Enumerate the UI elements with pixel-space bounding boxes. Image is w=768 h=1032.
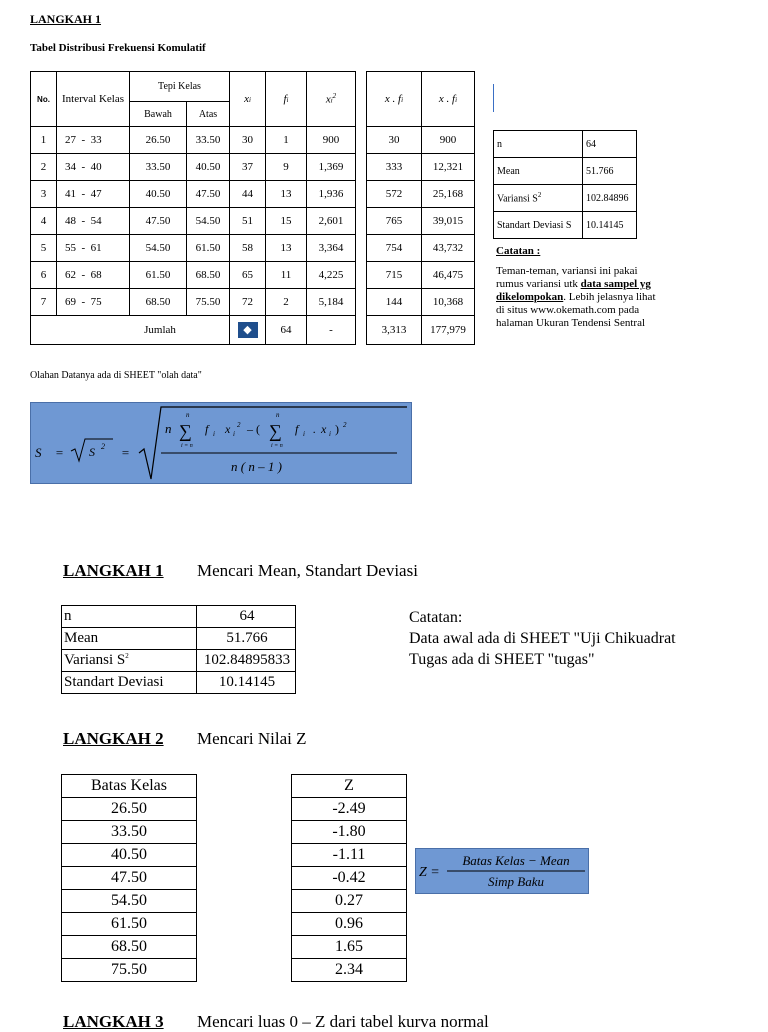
- total-label: Jumlah: [31, 316, 230, 345]
- svg-text:2: 2: [343, 421, 347, 429]
- cell-atas: 68.50: [187, 262, 230, 289]
- cell-bawah: 40.50: [130, 181, 187, 208]
- cell-xi2fi: 10,368: [422, 289, 475, 316]
- table-row: [31, 289, 475, 316]
- svg-text:i: i: [303, 430, 305, 438]
- batas-header: Batas Kelas: [62, 775, 197, 798]
- svg-text:=: =: [121, 445, 130, 460]
- cell-fi: 15: [266, 208, 307, 235]
- svg-text:2: 2: [101, 442, 105, 451]
- z-cell: 2.34: [292, 959, 407, 982]
- formula-graphic: [31, 403, 411, 483]
- cell-xi2fi: 43,732: [422, 235, 475, 262]
- header-xi-fi: x . fi: [367, 72, 422, 127]
- cell-xi2: 5,184: [307, 289, 356, 316]
- svg-text:n ( n – 1 ): n ( n – 1 ): [231, 459, 282, 474]
- header-fi: fi: [266, 72, 307, 127]
- z-cell: -0.42: [292, 867, 407, 890]
- summary-n-label: n: [62, 606, 197, 628]
- table-row: [31, 235, 475, 262]
- cell-xi2: 3,364: [307, 235, 356, 262]
- z-cell: -1.11: [292, 844, 407, 867]
- svg-text:∑: ∑: [179, 421, 192, 441]
- cell-xi2: 900: [307, 127, 356, 154]
- step2-title: LANGKAH 2: [63, 729, 164, 748]
- cell-no: 3: [31, 181, 57, 208]
- z-formula-lhs: Z =: [419, 865, 440, 880]
- header-atas: Atas: [187, 102, 230, 127]
- summary-var-value: 102.84895833: [197, 650, 296, 672]
- summary-n-value: 64: [583, 131, 637, 158]
- table-row: [31, 181, 475, 208]
- z-table: [291, 774, 407, 982]
- cell-atas: 61.50: [187, 235, 230, 262]
- table-row: [31, 127, 475, 154]
- batas-cell: 40.50: [62, 844, 197, 867]
- cell-xifi: 144: [367, 289, 422, 316]
- summary-sd-value: 10.14145: [583, 212, 637, 239]
- svg-text:x: x: [225, 422, 231, 436]
- svg-text:n: n: [165, 421, 172, 436]
- z-cell: 0.27: [292, 890, 407, 913]
- svg-text:f: f: [205, 422, 209, 436]
- svg-text:i = n: i = n: [271, 443, 283, 449]
- summary-sd-label: Standart Deviasi: [62, 672, 197, 694]
- cell-fi: 1: [266, 127, 307, 154]
- summary-mean-value: 51.766: [197, 628, 296, 650]
- cell-xi: 37: [230, 154, 266, 181]
- cell-xifi: 572: [367, 181, 422, 208]
- summary-sd-value: 10.14145: [197, 672, 296, 694]
- note-body: Teman-teman, variansi ini pakai rumus variansi utk data sampel yg dikelompokan. Lebih jelasnya lihat di situs www.okemath.com pada halaman Ukuran Tendensi Sentral: [496, 265, 656, 329]
- cell-xi: 30: [230, 127, 266, 154]
- summary-var-label: Variansi $S^2$: [62, 650, 197, 672]
- z-formula-graphic: [416, 849, 588, 893]
- std-dev-formula: [30, 402, 412, 484]
- step1-title: LANGKAH 1: [63, 561, 164, 580]
- svg-text:i: i: [233, 430, 235, 438]
- summary-var-label: Variansi $S^2$: [494, 185, 583, 212]
- header-xi: xi: [230, 72, 266, 127]
- step1-desc: Mencari Mean, Standart Deviasi: [197, 561, 418, 580]
- cell-no: 6: [31, 262, 57, 289]
- cell-no: 7: [31, 289, 57, 316]
- svg-text:– (: – (: [247, 422, 260, 436]
- z-cell: 0.96: [292, 913, 407, 936]
- table-row: [31, 208, 475, 235]
- cell-bawah: 33.50: [130, 154, 187, 181]
- svg-text:i: i: [329, 430, 331, 438]
- total-xi2fi: 177,979: [422, 316, 475, 345]
- z-header: Z: [292, 775, 407, 798]
- cell-xi: 51: [230, 208, 266, 235]
- step2-desc: Mencari Nilai Z: [197, 729, 307, 748]
- step1-summary-table: [61, 605, 296, 694]
- table-title: Tabel Distribusi Frekuensi Komulatif: [30, 42, 206, 54]
- cell-xi2fi: 46,475: [422, 262, 475, 289]
- cell-fi: 13: [266, 181, 307, 208]
- total-xi2: -: [307, 316, 356, 345]
- header-interval: Interval Kelas: [57, 72, 130, 127]
- cell-xi: 65: [230, 262, 266, 289]
- cell-xi2: 4,225: [307, 262, 356, 289]
- header-tepi-kelas: Tepi Kelas: [130, 72, 230, 102]
- note-line: Tugas ada di SHEET "tugas": [409, 651, 595, 668]
- cell-xi: 44: [230, 181, 266, 208]
- section-title: LANGKAH 1: [30, 12, 102, 26]
- cell-interval: 41 - 47: [57, 181, 130, 208]
- z-cell: -1.80: [292, 821, 407, 844]
- svg-text:S: S: [35, 445, 42, 460]
- cell-xifi: 333: [367, 154, 422, 181]
- frequency-table: [30, 71, 475, 345]
- svg-text:2: 2: [237, 421, 241, 429]
- cell-no: 1: [31, 127, 57, 154]
- cell-bawah: 54.50: [130, 235, 187, 262]
- svg-text:n: n: [186, 411, 190, 419]
- cell-atas: 75.50: [187, 289, 230, 316]
- cell-bawah: 26.50: [130, 127, 187, 154]
- cell-no: 5: [31, 235, 57, 262]
- summary-var-value: 102.84896: [583, 185, 637, 212]
- table-row: [31, 154, 475, 181]
- svg-text:S: S: [89, 445, 95, 459]
- summary-mean-value: 51.766: [583, 158, 637, 185]
- summary-n-value: 64: [197, 606, 296, 628]
- cell-xifi: 715: [367, 262, 422, 289]
- note-line: Catatan:: [409, 609, 463, 626]
- z-cell: 1.65: [292, 936, 407, 959]
- step3-title: LANGKAH 3: [63, 1012, 164, 1031]
- cell-atas: 40.50: [187, 154, 230, 181]
- svg-text:=: =: [55, 445, 64, 460]
- cell-interval: 62 - 68: [57, 262, 130, 289]
- cell-xi2fi: 39,015: [422, 208, 475, 235]
- cell-xi: 58: [230, 235, 266, 262]
- z-cell: -2.49: [292, 798, 407, 821]
- header-bawah: Bawah: [130, 102, 187, 127]
- note-title: Catatan :: [496, 245, 541, 257]
- batas-cell: 26.50: [62, 798, 197, 821]
- total-fi: 64: [266, 316, 307, 345]
- cell-xi2: 1,936: [307, 181, 356, 208]
- cursor-line: [493, 84, 494, 112]
- table-row: [31, 262, 475, 289]
- cell-bawah: 61.50: [130, 262, 187, 289]
- z-formula: [415, 848, 589, 894]
- cell-fi: 2: [266, 289, 307, 316]
- batas-kelas-table: [61, 774, 197, 982]
- cell-xi: 72: [230, 289, 266, 316]
- summary-mean-label: Mean: [494, 158, 583, 185]
- cell-xi2: 2,601: [307, 208, 356, 235]
- cell-interval: 55 - 61: [57, 235, 130, 262]
- batas-cell: 33.50: [62, 821, 197, 844]
- header-xi2-fi: x . fi: [422, 72, 475, 127]
- header-xi2: $xi^2$: [307, 72, 356, 127]
- summary-sd-label: Standart Deviasi S: [494, 212, 583, 239]
- summary-table: [493, 130, 637, 239]
- cell-interval: 34 - 40: [57, 154, 130, 181]
- batas-cell: 75.50: [62, 959, 197, 982]
- batas-cell: 61.50: [62, 913, 197, 936]
- summary-mean-label: Mean: [62, 628, 197, 650]
- svg-text:x: x: [321, 422, 327, 436]
- cell-bawah: 47.50: [130, 208, 187, 235]
- z-formula-denominator: Simp Baku: [488, 874, 544, 889]
- svg-text:f: f: [295, 422, 299, 436]
- cell-atas: 47.50: [187, 181, 230, 208]
- summary-n-label: n: [494, 131, 583, 158]
- cell-atas: 33.50: [187, 127, 230, 154]
- cell-xi2fi: 900: [422, 127, 475, 154]
- cell-fi: 13: [266, 235, 307, 262]
- cell-fi: 9: [266, 154, 307, 181]
- cell-interval: 69 - 75: [57, 289, 130, 316]
- header-no: No.: [31, 72, 57, 127]
- cell-no: 2: [31, 154, 57, 181]
- step1-notes: [409, 607, 676, 670]
- svg-text:n: n: [276, 411, 280, 419]
- step3-desc: Mencari luas 0 – Z dari tabel kurva normal: [197, 1012, 489, 1031]
- z-formula-numerator: Batas Kelas − Mean: [462, 853, 570, 868]
- cell-bawah: 68.50: [130, 289, 187, 316]
- cell-xifi: 754: [367, 235, 422, 262]
- cell-xi2: 1,369: [307, 154, 356, 181]
- svg-text:i = n: i = n: [181, 443, 193, 449]
- olahan-note: Olahan Datanya ada di SHEET "olah data": [30, 370, 202, 381]
- total-row: [31, 316, 475, 345]
- cell-xifi: 30: [367, 127, 422, 154]
- cell-xi2fi: 25,168: [422, 181, 475, 208]
- svg-text:): ): [335, 422, 339, 436]
- svg-text:∑: ∑: [269, 421, 282, 441]
- total-xifi: 3,313: [367, 316, 422, 345]
- batas-cell: 54.50: [62, 890, 197, 913]
- cell-interval: 48 - 54: [57, 208, 130, 235]
- svg-text:.: .: [313, 422, 316, 436]
- cell-no: 4: [31, 208, 57, 235]
- cell-xi2fi: 12,321: [422, 154, 475, 181]
- error-icon-cell: [230, 316, 266, 345]
- batas-cell: 47.50: [62, 867, 197, 890]
- cell-atas: 54.50: [187, 208, 230, 235]
- table-gap: [356, 72, 367, 127]
- cell-interval: 27 - 33: [57, 127, 130, 154]
- svg-text:i: i: [213, 430, 215, 438]
- cell-xifi: 765: [367, 208, 422, 235]
- batas-cell: 68.50: [62, 936, 197, 959]
- error-icon: ◆: [238, 322, 258, 338]
- note-line: Data awal ada di SHEET "Uji Chikuadrat: [409, 630, 676, 647]
- cell-fi: 11: [266, 262, 307, 289]
